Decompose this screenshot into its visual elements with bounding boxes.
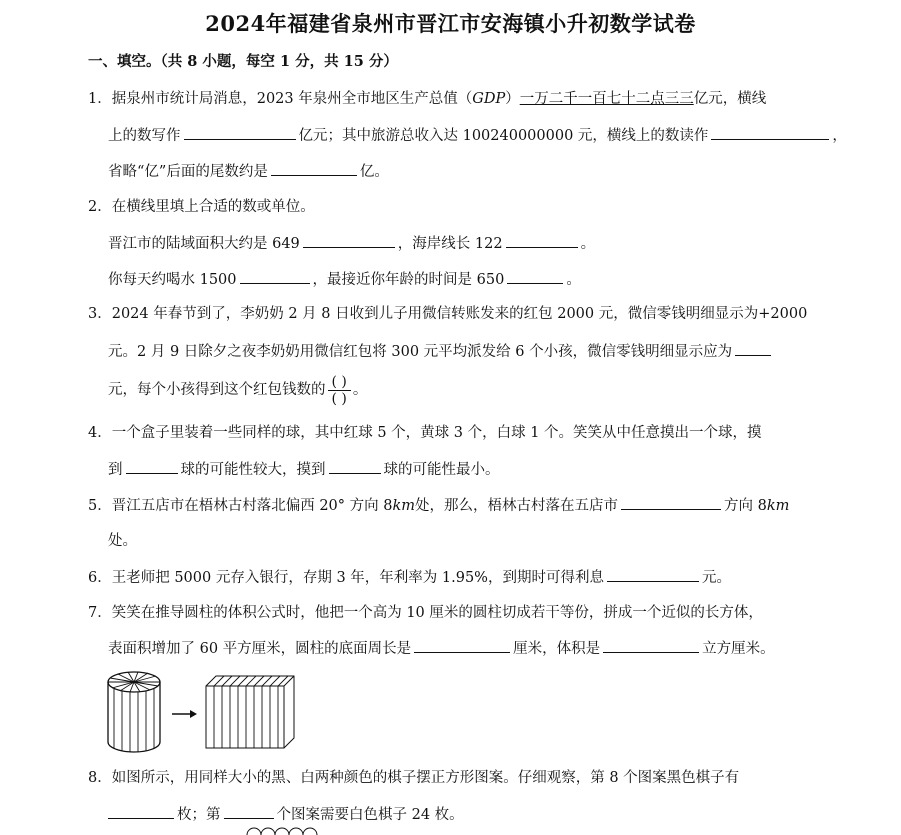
q8-text-b: 枚；第	[177, 807, 221, 823]
q5-text-a: 5．晋江五店市在梧林古村落北偏西 20° 方向 8	[88, 498, 393, 514]
q7-text-d: 立方厘米。	[702, 641, 775, 657]
q2-text-d: 。	[580, 236, 596, 252]
q7-blank-2[interactable]	[603, 638, 699, 653]
q7-text-b: 表面积增加了 60 平方厘米，圆柱的底面周长是	[108, 641, 412, 657]
q2-blank-2[interactable]	[506, 233, 578, 248]
q7-line2	[108, 638, 775, 659]
q1-line3	[108, 161, 389, 182]
q1-text-e: 亿元；其中旅游总收入达 100240000000 元，横线上的数读作	[298, 128, 709, 144]
q4-text-c: 球的可能性较大，摸到	[180, 462, 326, 478]
q3-fraction-numerator[interactable]: ( )	[328, 374, 351, 391]
q2-text-g: 。	[566, 272, 581, 288]
q5-text-c: 方向 8	[724, 498, 767, 514]
q1-text-b: ）	[505, 91, 520, 107]
q1-text-f: ，	[832, 128, 847, 144]
q3-line2	[108, 341, 774, 362]
q4-blank-1[interactable]	[126, 459, 178, 474]
cylinder-to-cuboid-figure	[104, 668, 300, 756]
cuboid-icon	[206, 676, 294, 748]
q2-blank-4[interactable]	[507, 269, 563, 284]
q7-text-c: 厘米，体积是	[513, 641, 601, 657]
page-title: 2024年福建省泉州市晋江市安海镇小升初数学试卷	[205, 11, 696, 36]
q5-line2: 处。	[108, 533, 137, 549]
q4-text-d: 球的可能性最小。	[383, 462, 500, 478]
q7-blank-1[interactable]	[414, 638, 510, 653]
q2-text-f: ，最接近你年龄的时间是 650	[312, 272, 505, 288]
q5-text-b: 处，那么，梧林古村落在五店市	[415, 498, 619, 514]
section-heading: 一、填空。（共 8 小题，每空 1 分，共 15 分）	[88, 53, 398, 70]
q1-gdp: GDP	[472, 91, 506, 107]
q3-fraction-denominator[interactable]: ( )	[331, 390, 347, 407]
q1-text-a: 1．据泉州市统计局消息，2023 年泉州全市地区生产总值（	[88, 91, 473, 107]
q1-blank-1[interactable]	[184, 125, 296, 140]
q1-text-c: 亿元，横线	[693, 91, 767, 107]
q2-blank-1[interactable]	[303, 233, 395, 248]
q3-fraction	[328, 374, 351, 407]
q1-text-g: 省略“亿”后面的尾数约是	[108, 164, 268, 180]
q2-text-b: 晋江市的陆域面积大约是 649	[108, 236, 300, 252]
q8-text-c: 个图案需要白色棋子 24 枚。	[276, 807, 464, 823]
q5-km-1: km	[392, 498, 416, 514]
q2-text-e: 你每天约喝水 1500	[108, 272, 237, 288]
q1-line2	[108, 125, 847, 146]
q8-line2	[108, 804, 464, 825]
q1-blank-3[interactable]	[271, 161, 357, 176]
q5-km-2: km	[766, 498, 790, 514]
q8-line1: 8．如图所示，用同样大小的黑、白两种颜色的棋子摆正方形图案。仔细观察，第 8 个图案黑色棋子有	[88, 770, 740, 786]
q3-text-c: 元，每个小孩得到这个红包钱数的	[108, 382, 326, 398]
q2-line1: 2．在横线里填上合适的数或单位。	[88, 199, 315, 215]
q1-underlined-number: 一万二千一百七十二点三三	[519, 91, 694, 107]
q2-blank-3[interactable]	[240, 269, 310, 284]
q1-text-d: 上的数写作	[108, 128, 181, 144]
q3-blank-1[interactable]	[735, 341, 771, 356]
q2-line2	[108, 233, 595, 254]
q4-text-b: 到	[108, 462, 123, 478]
q2-line3	[108, 269, 581, 290]
q7-line1: 7．笑笑在推导圆柱的体积公式时，他把一个高为 10 厘米的圆柱切成若干等份，拼成一个近似的长方体，	[88, 605, 763, 621]
q4-blank-2[interactable]	[329, 459, 381, 474]
q2-text-c: ，海岸线长 122	[397, 236, 503, 252]
q6-line1	[88, 567, 731, 588]
q3-line1: 3．2024 年春节到了，李奶奶 2 月 8 日收到儿子用微信转账发来的红包 2000 元，微信零钱明细显示为+2000	[88, 306, 808, 322]
q6-blank-1[interactable]	[607, 567, 699, 582]
cylinder-icon	[108, 672, 160, 752]
q6-text-b: 元。	[701, 570, 731, 586]
arrow-right-icon	[172, 710, 197, 718]
q5-line1	[88, 495, 789, 516]
q1-line1	[88, 89, 766, 109]
q1-text-h: 亿。	[359, 164, 389, 180]
q8-blank-2[interactable]	[224, 804, 274, 819]
chess-pieces-pattern-figure	[246, 826, 326, 835]
q1-blank-2[interactable]	[711, 125, 829, 140]
q4-line1: 4．一个盒子里装着一些同样的球，其中红球 5 个，黄球 3 个，白球 1 个。笑笑从中任意摸出一个球，摸	[88, 425, 762, 441]
q8-blank-1[interactable]	[108, 804, 174, 819]
q3-text-d: 。	[352, 382, 368, 398]
q5-blank-1[interactable]	[621, 495, 721, 510]
q4-line2	[108, 459, 500, 480]
q3-line3	[108, 373, 367, 407]
q3-text-b: 元。2 月 9 日除夕之夜李奶奶用微信红包将 300 元平均派发给 6 个小孩，微信零钱明细显示应为	[108, 344, 733, 360]
q6-text-a: 6．王老师把 5000 元存入银行，存期 3 年，年利率为 1.95%，到期时可得利息	[88, 570, 604, 586]
